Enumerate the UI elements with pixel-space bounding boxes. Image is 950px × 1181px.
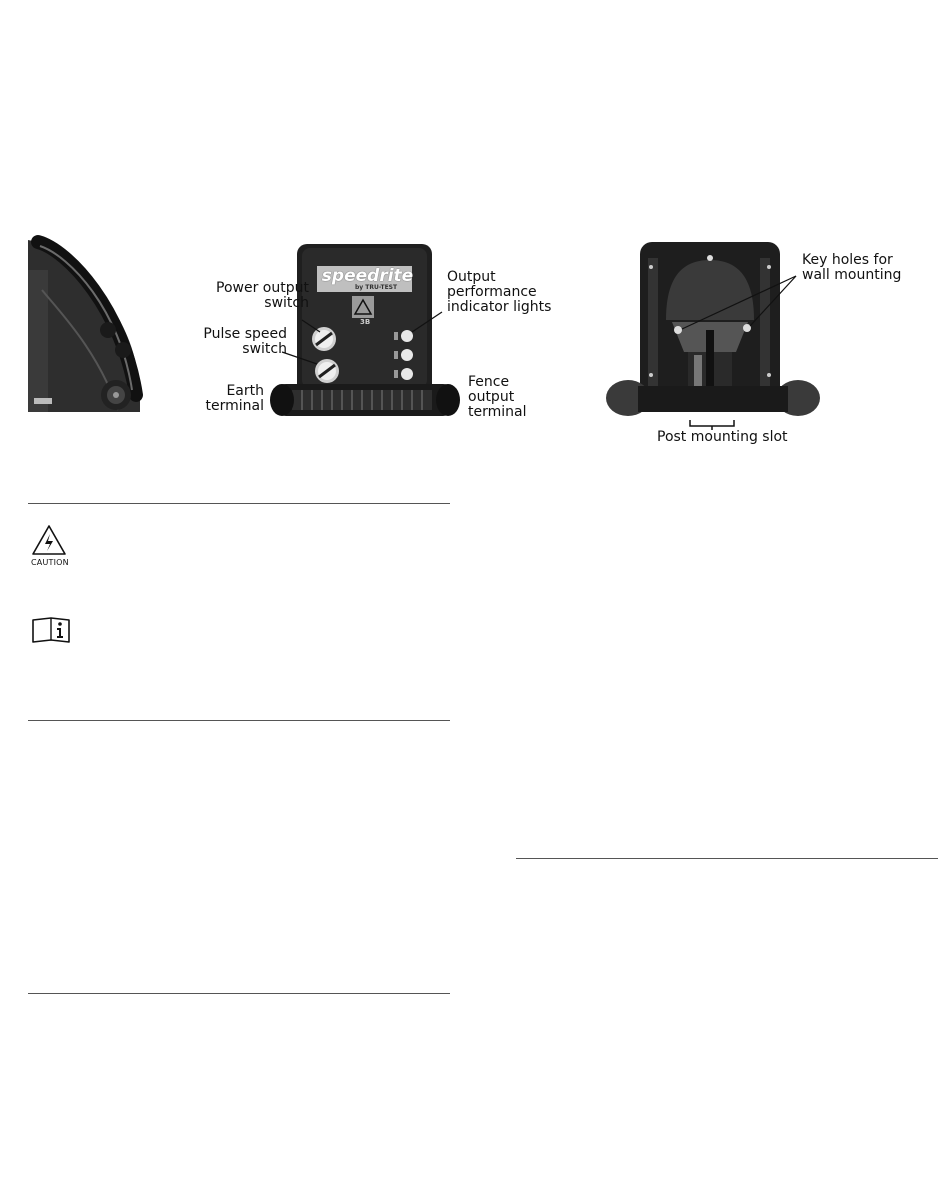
post-mounting-slot-label: Post mounting slot <box>657 429 788 445</box>
key-holes-label: Key holes for wall mounting <box>802 252 902 283</box>
device-brand-logo: speedrite <box>321 266 414 286</box>
energizer-side-view <box>28 240 168 420</box>
earth-terminal-label: Earth terminal <box>205 383 264 414</box>
caution-label: CAUTION <box>31 558 69 567</box>
electric-shock-warning-icon <box>32 524 66 556</box>
power-output-switch-label: Power output switch <box>216 280 309 311</box>
fence-output-terminal-label: Fence output terminal <box>468 374 527 420</box>
device-model-label: 3B <box>360 318 371 326</box>
section-divider-4 <box>28 993 450 994</box>
pulse-speed-switch-label: Pulse speed switch <box>203 326 287 357</box>
device-sub-brand: by TRU-TEST <box>355 284 398 291</box>
read-manual-icon <box>31 616 71 644</box>
energizer-rear-view <box>608 240 828 430</box>
section-divider-2 <box>28 720 450 721</box>
section-divider-1 <box>28 503 450 504</box>
output-performance-label: Output performance indicator lights <box>447 269 552 315</box>
section-divider-3 <box>516 858 938 859</box>
